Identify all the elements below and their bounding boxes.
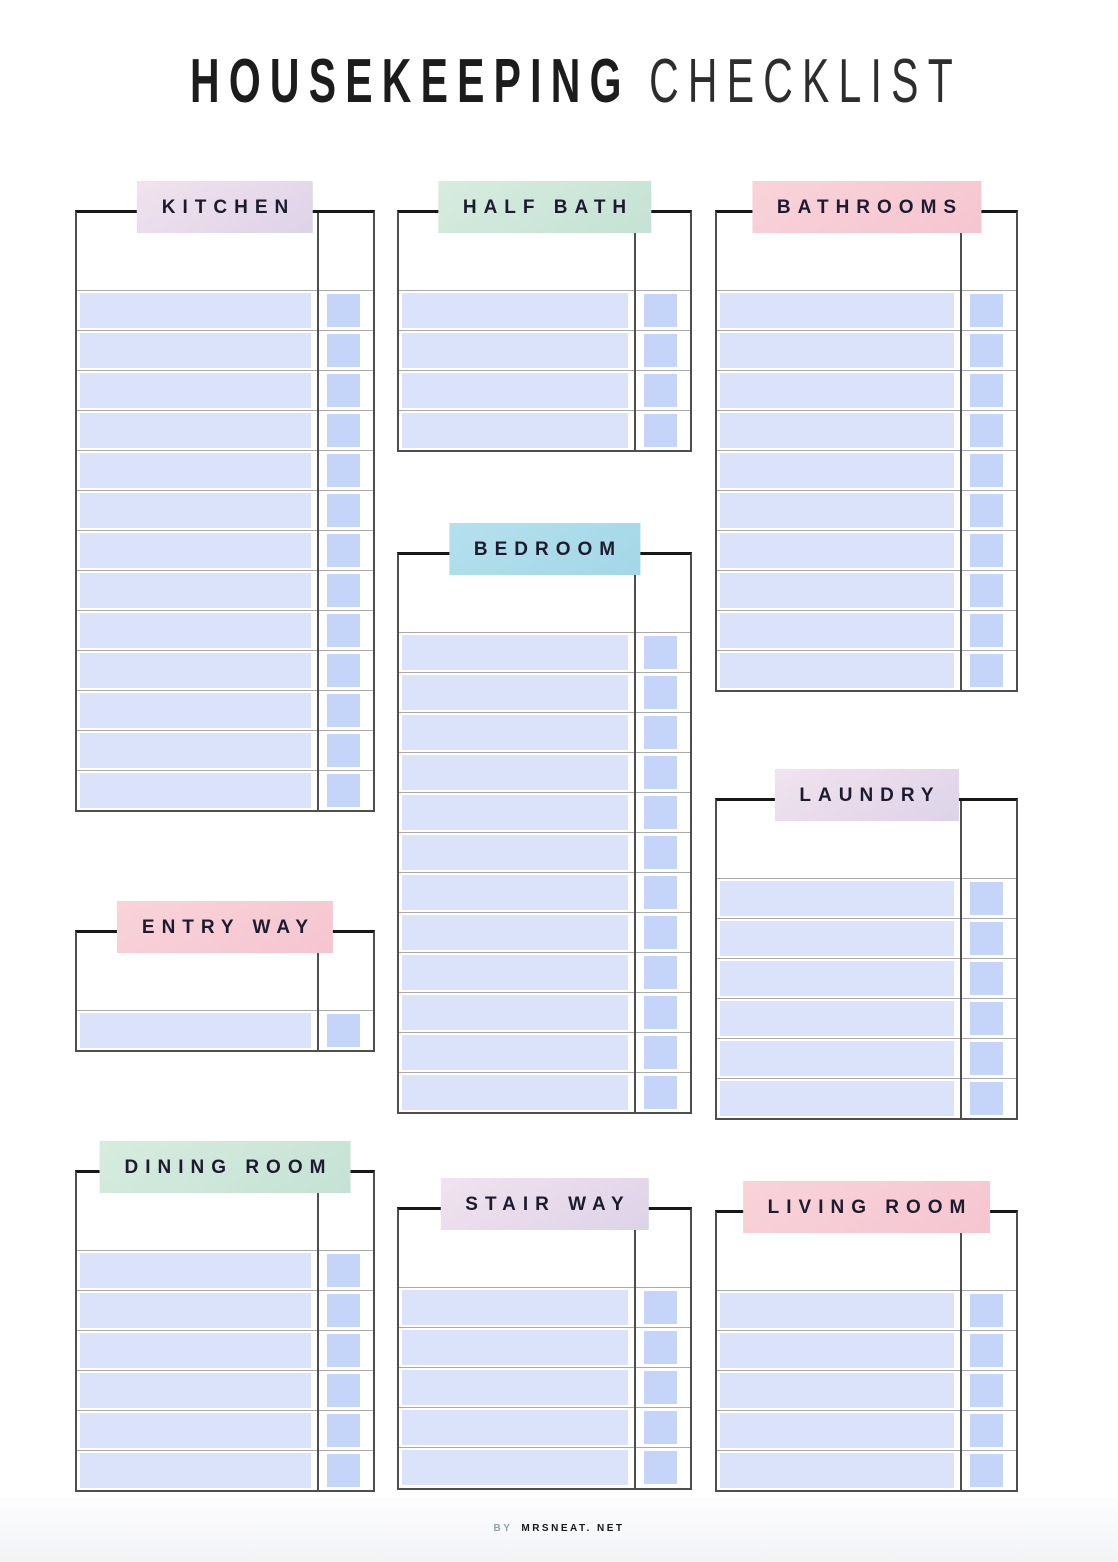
checklist-row [77,1330,373,1370]
checkbox[interactable] [327,1014,360,1047]
task-input-field[interactable] [402,675,628,710]
section-label-kitchen: KITCHEN [137,181,313,233]
task-input-field[interactable] [80,333,311,368]
task-input-field[interactable] [80,733,311,768]
checklist-row [399,1367,690,1407]
checklist-row [717,290,1016,330]
checkbox[interactable] [644,836,677,869]
checklist-row [399,1407,690,1447]
checkbox[interactable] [970,1082,1003,1115]
checkbox[interactable] [644,1291,677,1324]
section-label-living-room: LIVING ROOM [743,1181,991,1233]
checkbox[interactable] [327,1454,360,1487]
checklist-row [77,570,373,610]
checklist-row [399,1032,690,1072]
section-laundry [715,785,1018,1120]
task-input-field[interactable] [80,1413,311,1448]
task-input-field[interactable] [402,755,628,790]
checkbox[interactable] [970,962,1003,995]
checklist-row [77,410,373,450]
checklist-row [77,530,373,570]
section-label-entry-way: ENTRY WAY [117,901,333,953]
checkbox[interactable] [327,374,360,407]
checklist-row [717,958,1016,998]
task-input-field[interactable] [80,653,311,688]
checkbox[interactable] [327,734,360,767]
section-label-half-bath: HALF BATH [438,181,651,233]
checklist-row [77,1010,373,1050]
checklist-row [717,1450,1016,1490]
checklist-row [717,998,1016,1038]
checkbox[interactable] [327,1334,360,1367]
checklist-row [717,450,1016,490]
task-input-field[interactable] [402,413,628,448]
checkbox[interactable] [644,294,677,327]
section-label-laundry: LAUNDRY [774,769,958,821]
task-input-field[interactable] [80,413,311,448]
checklist-row [77,290,373,330]
checkbox-column-divider [317,213,319,810]
checkbox[interactable] [644,1451,677,1484]
checkbox[interactable] [970,1414,1003,1447]
checkbox[interactable] [327,334,360,367]
task-input-field[interactable] [402,1290,628,1325]
checkbox[interactable] [327,1374,360,1407]
checklist-row [399,1287,690,1327]
task-input-field[interactable] [720,1001,954,1036]
task-input-field[interactable] [402,835,628,870]
checkbox[interactable] [970,454,1003,487]
task-input-field[interactable] [720,1453,954,1488]
task-input-field[interactable] [402,955,628,990]
checklist-row [77,490,373,530]
task-rows [399,290,690,450]
checklist-row [399,330,690,370]
task-input-field[interactable] [720,921,954,956]
checklist-row [717,410,1016,450]
task-input-field[interactable] [402,1075,628,1110]
checkbox-column-divider [960,801,962,1118]
checkbox[interactable] [970,1334,1003,1367]
checklist-row [77,730,373,770]
checkbox-column-divider [634,555,636,1112]
task-input-field[interactable] [720,533,954,568]
checkbox[interactable] [970,534,1003,567]
checkbox[interactable] [970,1002,1003,1035]
task-input-field[interactable] [402,715,628,750]
checklist-row [717,650,1016,690]
checkbox-column-divider [317,1173,319,1490]
section-dining-room [75,1157,375,1492]
task-input-field[interactable] [80,373,311,408]
task-input-field[interactable] [402,1330,628,1365]
task-input-field[interactable] [80,1453,311,1488]
page-title [190,46,962,117]
checklist-row [717,878,1016,918]
checklist-row [399,672,690,712]
checkbox[interactable] [970,922,1003,955]
checklist-row [399,410,690,450]
task-input-field[interactable] [720,961,954,996]
checkbox[interactable] [327,534,360,567]
checkbox[interactable] [644,916,677,949]
checkbox[interactable] [970,882,1003,915]
task-input-field[interactable] [402,995,628,1030]
checkbox[interactable] [644,1036,677,1069]
checklist-row [77,330,373,370]
checkbox[interactable] [970,654,1003,687]
checkbox[interactable] [644,1411,677,1444]
checklist-row [77,1370,373,1410]
checklist-row [399,832,690,872]
task-input-field[interactable] [80,493,311,528]
task-rows [77,290,373,810]
task-input-field[interactable] [720,653,954,688]
checkbox[interactable] [644,996,677,1029]
checkbox[interactable] [327,294,360,327]
task-input-field[interactable] [80,573,311,608]
checklist-row [717,1370,1016,1410]
checklist-row [717,610,1016,650]
title-secondary: CHECKLIST [649,47,962,116]
checkbox[interactable] [644,334,677,367]
checklist-row [717,1330,1016,1370]
checkbox-column-divider [960,1213,962,1490]
checkbox[interactable] [970,574,1003,607]
checkbox[interactable] [644,1331,677,1364]
task-input-field[interactable] [80,1013,311,1048]
checklist-row [717,330,1016,370]
checkbox[interactable] [644,956,677,989]
task-input-field[interactable] [80,773,311,808]
checkbox[interactable] [970,374,1003,407]
task-input-field[interactable] [720,573,954,608]
checkbox[interactable] [970,414,1003,447]
checklist-row [77,690,373,730]
task-input-field[interactable] [720,453,954,488]
task-input-field[interactable] [720,373,954,408]
section-kitchen [75,197,375,812]
checklist-row [399,872,690,912]
task-input-field[interactable] [720,1373,954,1408]
checklist-row [77,1450,373,1490]
checklist-row [77,770,373,810]
task-input-field[interactable] [720,1041,954,1076]
checkbox[interactable] [644,676,677,709]
task-input-field[interactable] [80,1373,311,1408]
checklist-row [399,912,690,952]
checklist-row [399,1072,690,1112]
checkbox[interactable] [327,694,360,727]
section-label-dining-room: DINING ROOM [100,1141,351,1193]
task-input-field[interactable] [402,795,628,830]
checklist-row [77,1410,373,1450]
task-input-field[interactable] [402,293,628,328]
checklist-row [399,632,690,672]
task-rows [399,632,690,1112]
task-input-field[interactable] [720,1293,954,1328]
checkbox[interactable] [327,454,360,487]
checklist-row [77,610,373,650]
checkbox[interactable] [327,1294,360,1327]
checkbox-column-divider [634,213,636,450]
task-input-field[interactable] [80,1333,311,1368]
checkbox-column-divider [634,1210,636,1488]
checklist-row [399,290,690,330]
task-input-field[interactable] [80,1293,311,1328]
task-input-field[interactable] [402,1370,628,1405]
checkbox[interactable] [644,796,677,829]
checklist-row [77,1290,373,1330]
task-input-field[interactable] [80,613,311,648]
checklist-row [717,1410,1016,1450]
task-input-field[interactable] [80,693,311,728]
checkbox-column-divider [960,213,962,690]
task-input-field[interactable] [402,635,628,670]
task-input-field[interactable] [720,333,954,368]
task-rows [399,1287,690,1487]
task-input-field[interactable] [720,1081,954,1116]
checkbox[interactable] [644,636,677,669]
section-label-bedroom: BEDROOM [449,523,640,575]
title-primary: HOUSEKEEPING [190,47,631,116]
checklist-row [399,992,690,1032]
checklist-row [77,450,373,490]
checkbox[interactable] [644,876,677,909]
section-living-room [715,1197,1018,1492]
checklist-row [717,1290,1016,1330]
checkbox[interactable] [644,1371,677,1404]
checkbox[interactable] [970,1042,1003,1075]
checklist-row [77,650,373,690]
checkbox[interactable] [644,756,677,789]
task-input-field[interactable] [720,493,954,528]
task-input-field[interactable] [402,1410,628,1445]
checklist-row [77,1250,373,1290]
task-input-field[interactable] [80,293,311,328]
checkbox[interactable] [644,1076,677,1109]
task-input-field[interactable] [80,1253,311,1288]
section-bedroom [397,539,692,1114]
task-rows [717,1290,1016,1490]
task-input-field[interactable] [720,1333,954,1368]
task-input-field[interactable] [720,881,954,916]
checklist-row [717,370,1016,410]
checkbox[interactable] [970,614,1003,647]
checklist-row [399,752,690,792]
task-rows [717,878,1016,1118]
checkbox[interactable] [970,494,1003,527]
task-input-field[interactable] [402,1035,628,1070]
task-input-field[interactable] [720,413,954,448]
task-input-field[interactable] [402,1450,628,1485]
task-input-field[interactable] [80,533,311,568]
checklist-row [399,370,690,410]
task-input-field[interactable] [720,1413,954,1448]
section-bathrooms [715,197,1018,692]
checkbox[interactable] [970,1374,1003,1407]
checklist-row [717,1078,1016,1118]
checkbox[interactable] [327,494,360,527]
checklist-row [399,712,690,752]
task-rows [77,1250,373,1490]
task-input-field[interactable] [402,373,628,408]
task-rows [77,1010,373,1050]
checkbox[interactable] [327,614,360,647]
checklist-row [717,918,1016,958]
checkbox[interactable] [970,334,1003,367]
checkbox[interactable] [644,414,677,447]
checkbox[interactable] [970,1454,1003,1487]
checkbox[interactable] [327,414,360,447]
checkbox[interactable] [644,374,677,407]
checkbox[interactable] [327,774,360,807]
section-stair-way [397,1194,692,1490]
footer-by-label: BY [493,1523,513,1534]
checkbox[interactable] [644,716,677,749]
checkbox[interactable] [327,574,360,607]
checkbox[interactable] [327,654,360,687]
task-input-field[interactable] [80,453,311,488]
task-input-field[interactable] [720,613,954,648]
checklist-row [717,1038,1016,1078]
checklist-row [399,792,690,832]
checklist-row [77,370,373,410]
checklist-row [399,1327,690,1367]
checkbox[interactable] [327,1254,360,1287]
footer-site-label: MRSNEAT. NET [521,1523,625,1534]
checklist-row [399,1447,690,1487]
section-label-stair-way: STAIR WAY [440,1178,648,1230]
checklist-row [717,570,1016,610]
task-input-field[interactable] [402,875,628,910]
task-input-field[interactable] [402,915,628,950]
checklist-row [399,952,690,992]
checkbox[interactable] [970,1294,1003,1327]
checklist-row [717,530,1016,570]
checkbox[interactable] [970,294,1003,327]
section-label-bathrooms: BATHROOMS [752,181,981,233]
section-entry-way [75,917,375,1052]
task-rows [717,290,1016,690]
task-input-field[interactable] [402,333,628,368]
task-input-field[interactable] [720,293,954,328]
checklist-row [717,490,1016,530]
checkbox[interactable] [327,1414,360,1447]
section-half-bath [397,197,692,452]
footer [0,1523,1118,1534]
